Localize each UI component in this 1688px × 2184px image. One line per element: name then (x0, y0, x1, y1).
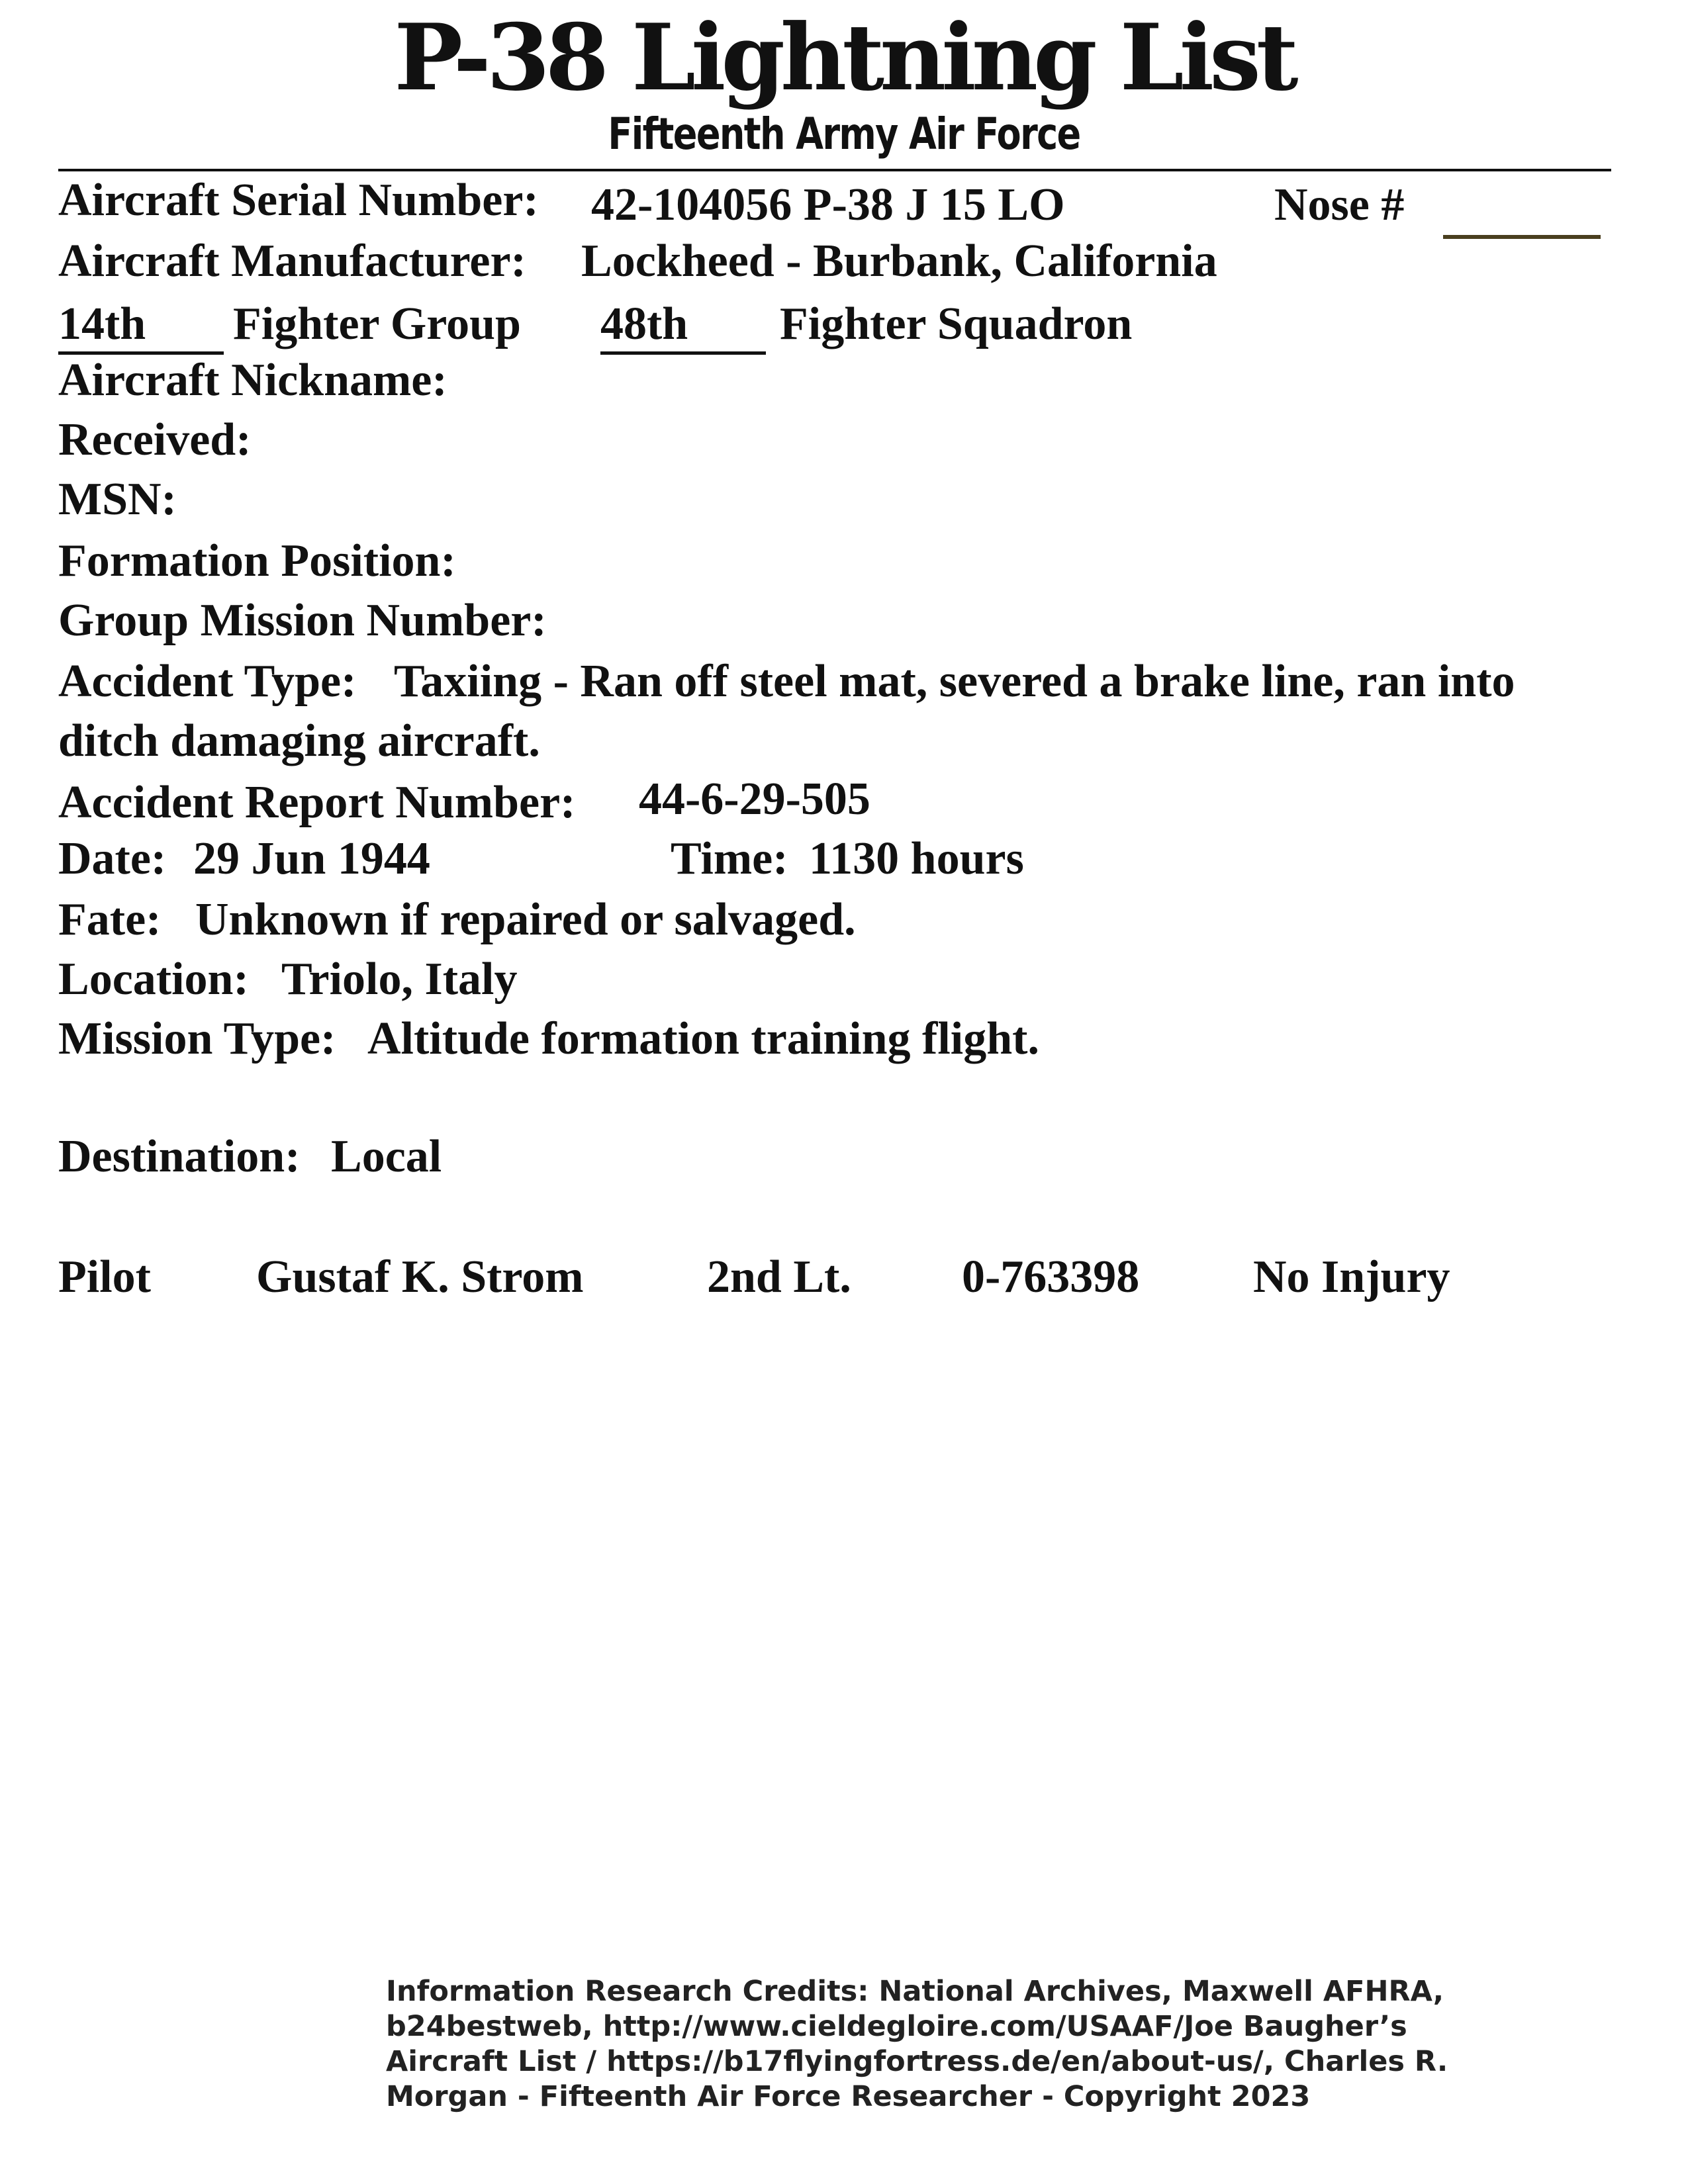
squadron-number-value: 48th (600, 298, 766, 355)
accident-type-label: Accident Type: (58, 656, 357, 707)
serial-label: Aircraft Serial Number: (58, 175, 539, 226)
crew-rank: 2nd Lt. (707, 1251, 851, 1302)
fate-label: Fate: (58, 894, 162, 945)
accident-type-value: Taxiing - Ran off steel mat, severed a brake line, ran into (394, 656, 1515, 707)
crew-serial: 0-763398 (962, 1251, 1140, 1302)
report-number-value: 44-6-29-505 (639, 774, 870, 825)
credits-line-2: b24bestweb, http://www.cieldegloire.com/USAAF/Joe Baugher’s (386, 2010, 1407, 2043)
mission-type-label: Mission Type: (58, 1013, 336, 1064)
group-mission-number-label: Group Mission Number: (58, 595, 547, 646)
group-number (58, 298, 224, 355)
date-value: 29 Jun 1944 (193, 833, 430, 884)
nose-label: Nose # (1274, 179, 1405, 230)
msn-label: MSN: (58, 474, 177, 525)
squadron-label: Fighter Squadron (780, 298, 1133, 349)
credits-line-1: Information Research Credits: National Archives, Maxwell AFHRA, (386, 1975, 1444, 2008)
page-title: P-38 Lightning List (394, 3, 1294, 111)
formation-position-label: Formation Position: (58, 535, 456, 586)
page-subtitle: Fifteenth Army Air Force (608, 109, 1080, 159)
crew-name: Gustaf K. Strom (256, 1251, 584, 1302)
destination-value: Local (331, 1131, 442, 1182)
manufacturer-label: Aircraft Manufacturer: (58, 236, 526, 287)
report-number-label: Accident Report Number: (58, 777, 576, 828)
credits-line-4: Morgan - Fifteenth Air Force Researcher - Copyright 2023 (386, 2080, 1311, 2113)
crew-status: No Injury (1253, 1251, 1450, 1302)
accident-type-value-cont: ditch damaging aircraft. (58, 715, 540, 766)
date-label: Date: (58, 833, 167, 884)
crew-position: Pilot (58, 1251, 151, 1302)
credits-line-3: Aircraft List / https://b17flyingfortress.de/en/about-us/, Charles R. (386, 2045, 1448, 2078)
time-label: Time: (671, 833, 788, 884)
mission-type-value: Altitude formation training flight. (367, 1013, 1039, 1064)
fate-value: Unknown if repaired or salvaged. (195, 894, 856, 945)
received-label: Received: (58, 414, 252, 465)
serial-value: 42-104056 P-38 J 15 LO (591, 179, 1065, 230)
location-value: Triolo, Italy (281, 954, 518, 1005)
destination-label: Destination: (58, 1131, 301, 1182)
squadron-number (600, 298, 766, 355)
header-divider (58, 169, 1611, 171)
nose-number-blank (1443, 235, 1601, 239)
time-value: 1130 hours (809, 833, 1024, 884)
group-label: Fighter Group (233, 298, 521, 349)
manufacturer-value: Lockheed - Burbank, California (581, 236, 1217, 287)
location-label: Location: (58, 954, 249, 1005)
nickname-label: Aircraft Nickname: (58, 355, 447, 406)
group-number-value: 14th (58, 298, 224, 355)
